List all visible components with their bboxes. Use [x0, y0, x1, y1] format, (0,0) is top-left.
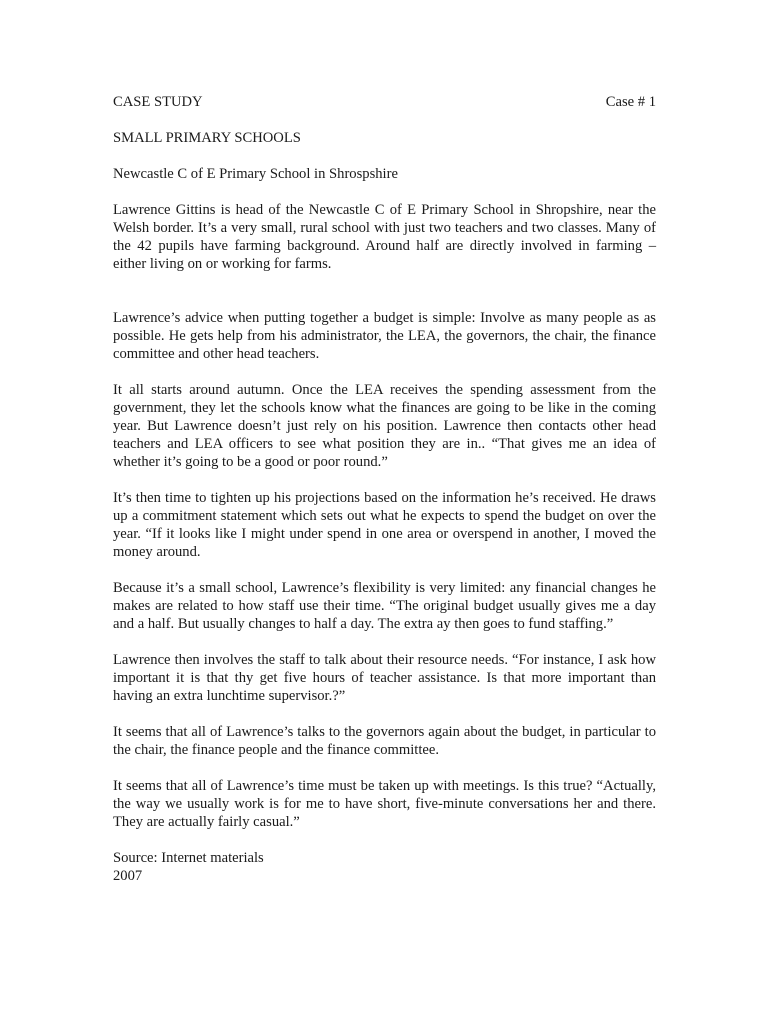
case-study-label: CASE STUDY [113, 94, 203, 110]
paragraph-governors: It seems that all of Lawrence’s talks to the governors again about the budget, in particular to the chair, the finance people and the finance committee. [113, 724, 656, 758]
source-block [113, 849, 656, 885]
paragraph-staff: Lawrence then involves the staff to talk about their resource needs. “For instance, I ask how important it is that thy get five hours of teacher assistance. Is that more important than having an extra lunchtime supervisor.?” [113, 652, 656, 704]
document-page [113, 93, 656, 885]
paragraph-flexibility: Because it’s a small school, Lawrence’s flexibility is very limited: any financial changes he makes are related to how staff use their time. “The original budget usually gives me a day and a half. But usually changes to half a day. The extra ay then goes to fund staffing.” [113, 580, 656, 632]
paragraph-intro: Lawrence Gittins is head of the Newcastle C of E Primary School in Shropshire, near the Welsh border. It’s a very small, rural school with just two teachers and two classes. Many of the 42 pupils have farming background. Around half are directly involved in farming – either living on or working for farms. [113, 202, 656, 272]
paragraph-advice: Lawrence’s advice when putting together a budget is simple: Involve as many people as as possible. He gets help from his administrator, the LEA, the governors, the chair, the finance committee and other head teachers. [113, 310, 656, 362]
header-row [113, 93, 656, 111]
paragraph-projections: It’s then time to tighten up his projections based on the information he’s received. He draws up a commitment statement which sets out what he expects to spend the budget on over the year. “If it looks like I might under spend in one area or overspend in another, I moved the money around. [113, 490, 656, 560]
document-subtitle: Newcastle C of E Primary School in Shrospshire [113, 166, 398, 182]
source-label: Source: Internet materials [113, 850, 264, 866]
paragraph-autumn: It all starts around autumn. Once the LEA receives the spending assessment from the government, they let the schools know what the finances are going to be like in the coming year. But Lawrence doesn’t just rely on his position. Lawrence then contacts other head teachers and LEA officers to see what position they are in.. “That gives me an idea of whether it’s going to be a good or poor round.” [113, 382, 656, 470]
document-title: SMALL PRIMARY SCHOOLS [113, 130, 301, 146]
case-number: Case # 1 [605, 94, 656, 110]
source-year: 2007 [113, 868, 143, 884]
paragraph-meetings: It seems that all of Lawrence’s time must be taken up with meetings. Is this true? “Actually, the way we usually work is for me to have short, five-minute conversations her and there. They are actually fairly casual.” [113, 778, 656, 830]
